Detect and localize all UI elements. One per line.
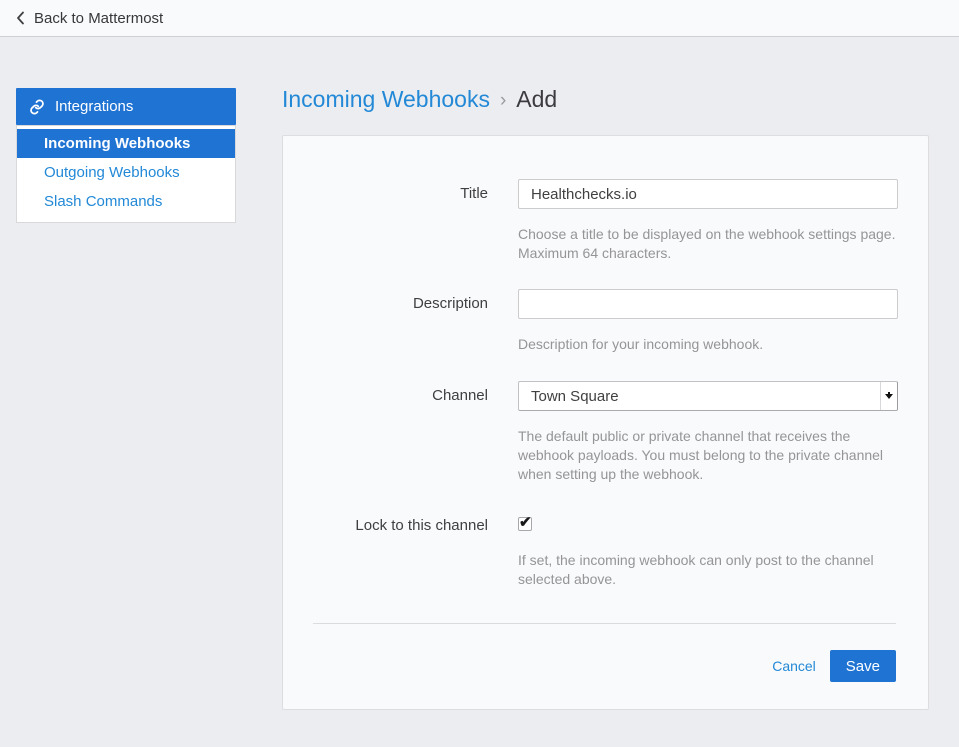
back-label: Back to Mattermost [34, 9, 164, 27]
chevron-left-icon [15, 10, 25, 26]
back-to-mattermost-link[interactable] [0, 0, 959, 37]
integrations-sidebar [16, 88, 236, 223]
sidebar-item-label: Slash Commands [44, 193, 163, 210]
save-button[interactable]: Save [830, 650, 896, 682]
breadcrumb-incoming-webhooks-link[interactable]: Incoming Webhooks [282, 86, 490, 112]
sidebar-item-slash-commands[interactable] [17, 187, 235, 216]
title-help-text: Choose a title to be displayed on the webhook settings page. Maximum 64 characters. [518, 226, 896, 261]
sidebar-panel [16, 125, 236, 223]
lock-channel-checkbox[interactable] [518, 517, 532, 531]
title-row [283, 179, 928, 263]
form-divider [313, 623, 896, 624]
description-row [283, 289, 928, 354]
title-label: Title [460, 185, 488, 202]
breadcrumb-current: Add [516, 86, 558, 112]
link-chain-icon [29, 99, 45, 115]
sidebar-item-label: Outgoing Webhooks [44, 164, 180, 181]
breadcrumb-separator-icon: › [499, 89, 507, 111]
breadcrumb [282, 86, 929, 113]
lock-channel-row [283, 517, 928, 589]
select-caret-icon [880, 382, 897, 410]
lock-channel-label: Lock to this channel [355, 517, 488, 534]
sidebar-item-outgoing-webhooks[interactable] [17, 158, 235, 187]
description-label: Description [412, 295, 488, 312]
main-content [282, 86, 929, 710]
description-input[interactable] [518, 289, 898, 319]
sidebar-header-integrations [16, 88, 236, 125]
sidebar-item-incoming-webhooks[interactable] [17, 129, 235, 158]
sidebar-header-label: Integrations [55, 98, 134, 115]
channel-row [283, 381, 928, 484]
lock-channel-help-text: If set, the incoming webhook can only post to the channel selected above. [518, 552, 874, 587]
channel-select[interactable] [518, 381, 898, 411]
channel-label: Channel [432, 387, 488, 404]
description-help-text: Description for your incoming webhook. [518, 336, 764, 352]
add-webhook-form-card [282, 135, 929, 710]
sidebar-item-label: Incoming Webhooks [44, 135, 191, 152]
cancel-button[interactable]: Cancel [772, 658, 816, 674]
channel-help-text: The default public or private channel that receives the webhook payloads. You must belong to the private channel when setting up the webhook. [518, 428, 884, 482]
title-input[interactable] [518, 179, 898, 209]
form-footer [283, 650, 928, 682]
channel-selected-value: Town Square [531, 387, 619, 405]
